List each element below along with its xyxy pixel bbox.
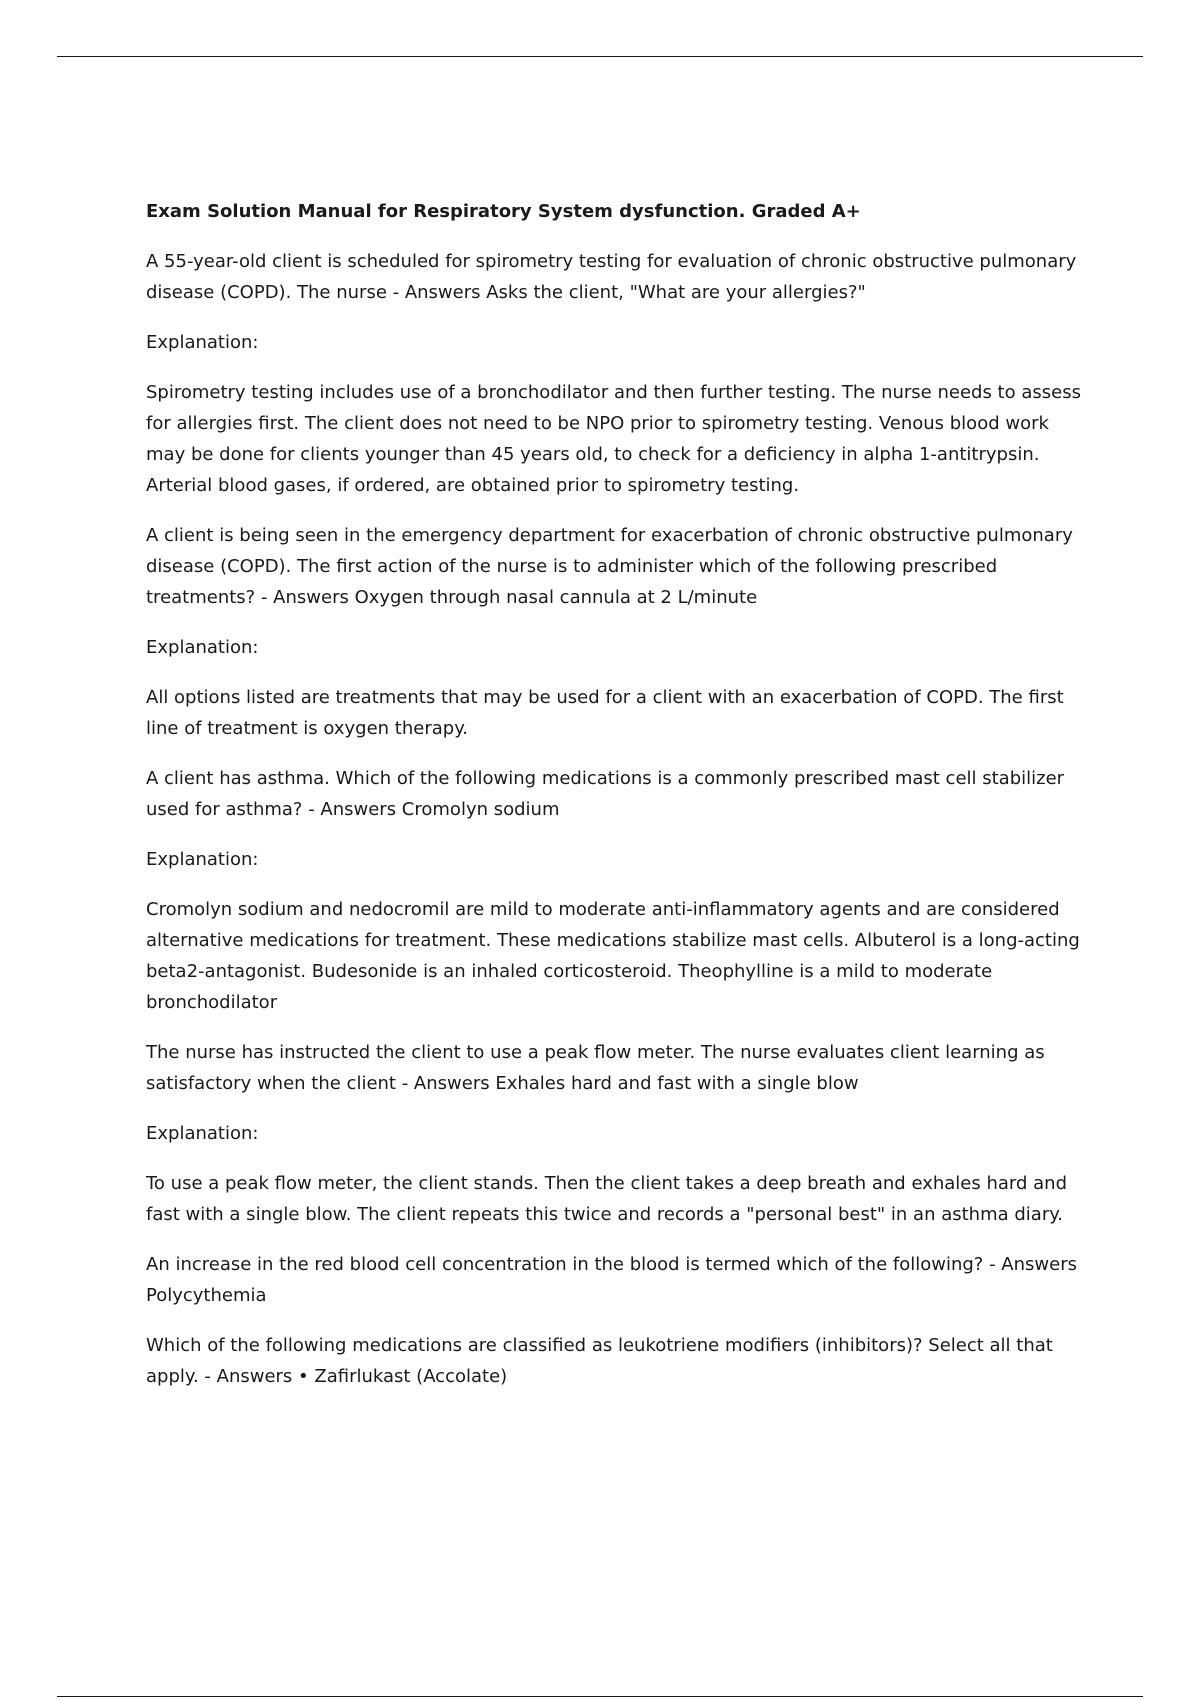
document-title: Exam Solution Manual for Respiratory System dysfunction. Graded A+ bbox=[146, 201, 861, 222]
question-paragraph: A client is being seen in the emergency department for exacerbation of chronic obstructive pulmonary disease (COPD). The first action of the nurse is to administer which of the following prescribed treatments? - Answers Oxygen through nasal cannula at 2 L/minute bbox=[146, 525, 1073, 608]
document-body bbox=[146, 196, 1086, 1411]
explanation-label: Explanation: bbox=[146, 332, 259, 353]
explanation-paragraph: Spirometry testing includes use of a bronchodilator and then further testing. The nurse needs to assess for allergies first. The client does not need to be NPO prior to spirometry testing. Venous blood work may be done for clients younger than 45 years old, to check for a deficiency in alpha 1-antitrypsin. Arterial blood gases, if ordered, are obtained prior to spirometry testing. bbox=[146, 382, 1081, 496]
explanation-label: Explanation: bbox=[146, 637, 259, 658]
question-paragraph: A client has asthma. Which of the following medications is a commonly prescribed mast cell stabilizer used for asthma? - Answers Cromolyn sodium bbox=[146, 768, 1065, 820]
question-paragraph: A 55-year-old client is scheduled for spirometry testing for evaluation of chronic obstructive pulmonary disease (COPD). The nurse - Answers Asks the client, "What are your allergies?" bbox=[146, 251, 1077, 303]
explanation-paragraph: To use a peak flow meter, the client stands. Then the client takes a deep breath and exhales hard and fast with a single blow. The client repeats this twice and records a "personal best" in an asthma diary. bbox=[146, 1173, 1068, 1225]
top-divider bbox=[57, 56, 1143, 57]
question-paragraph: Which of the following medications are classified as leukotriene modifiers (inhibitors)? Select all that apply. - Answers • Zafirlukast (Accolate) bbox=[146, 1335, 1053, 1387]
bottom-divider bbox=[57, 1696, 1143, 1697]
explanation-label: Explanation: bbox=[146, 1123, 259, 1144]
explanation-label: Explanation: bbox=[146, 849, 259, 870]
question-paragraph: The nurse has instructed the client to use a peak flow meter. The nurse evaluates client learning as satisfactory when the client - Answers Exhales hard and fast with a single blow bbox=[146, 1042, 1045, 1094]
explanation-paragraph: All options listed are treatments that may be used for a client with an exacerbation of COPD. The first line of treatment is oxygen therapy. bbox=[146, 687, 1064, 739]
explanation-paragraph: Cromolyn sodium and nedocromil are mild to moderate anti-inflammatory agents and are considered alternative medications for treatment. These medications stabilize mast cells. Albuterol is a long-acting beta2-antagonist. Budesonide is an inhaled corticosteroid. Theophylline is a mild to moderate bronchodilator bbox=[146, 899, 1080, 1013]
question-paragraph: An increase in the red blood cell concentration in the blood is termed which of the following? - Answers Polycythemia bbox=[146, 1254, 1077, 1306]
